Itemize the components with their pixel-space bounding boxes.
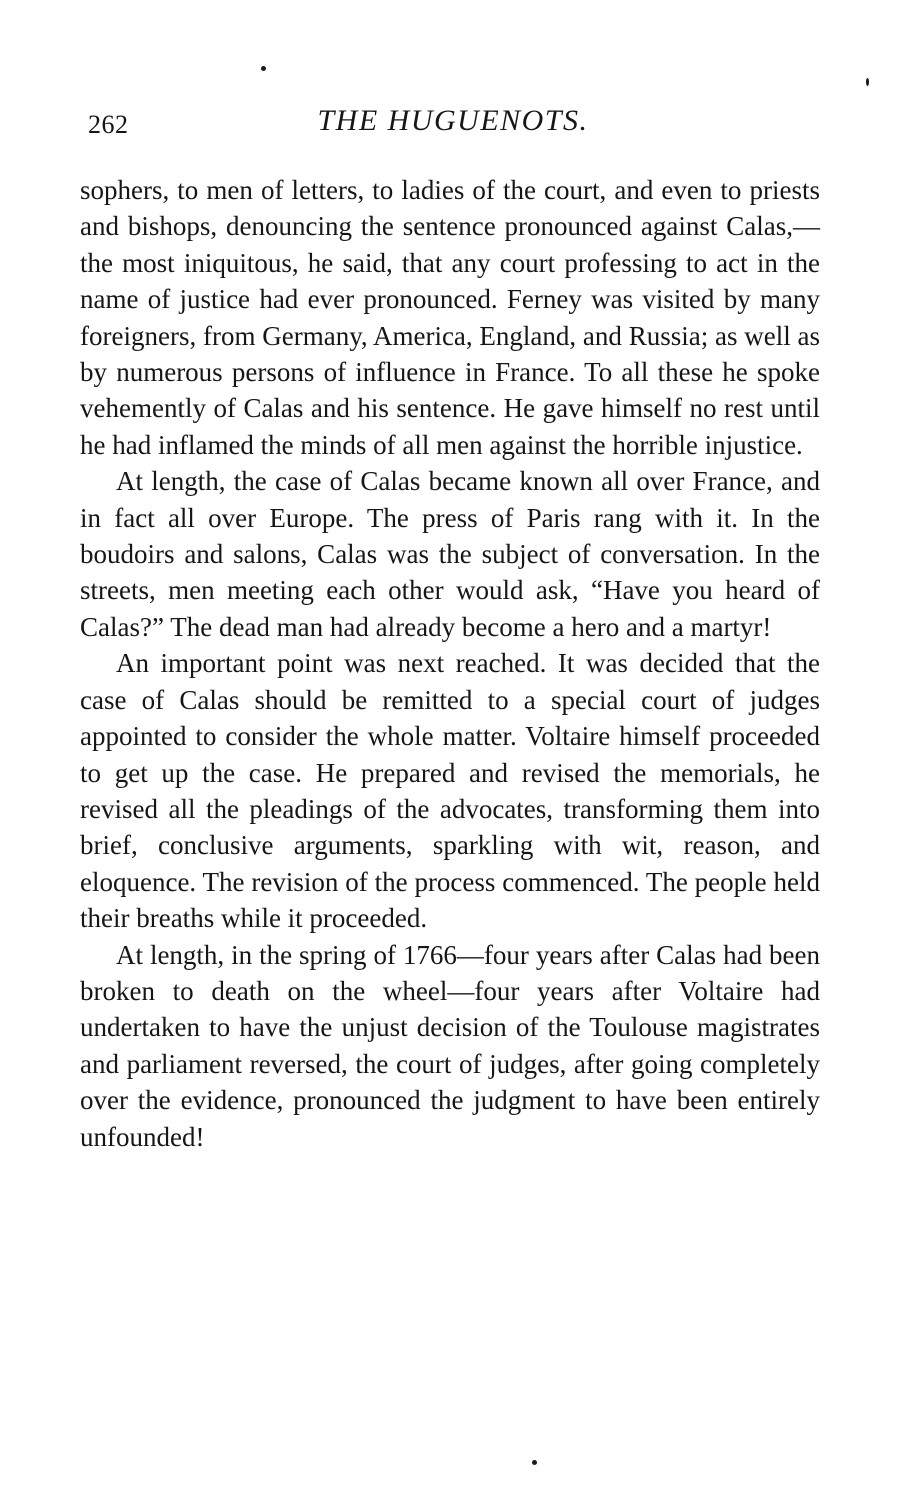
page-number: 262 [88,110,129,139]
ink-speck [532,1460,537,1465]
paragraph: At length, in the spring of 1766—four years after Calas had been broken to death on the wheel—four years after Voltaire had undertaken to have the unjust decision of the Toulouse magistrates and parliament reversed, the court of judges, after going completely over the evidence, pronounced the judgment to have been entirely unfounded! [80,939,820,1152]
running-title: THE HUGUENOTS. [317,104,589,137]
ink-speck [866,78,869,86]
paragraph: An important point was next reached. It was decided that the case of Calas should be remitted to a special court of judges appointed to consider the whole matter. Voltaire himself proceeded to get up the case. He prepared and revised the memorials, he revised all the pleadings of the advocates, transforming them into brief, conclusive arguments, sparkling with wit, reason, and eloquence. The revision of the process commenced. The people held their breaths while it proceeded. [80,648,820,934]
paragraph: At length, the case of Calas became known all over France, and in fact all over Europe. The press of Paris rang with it. In the boudoirs and salons, Calas was the subject of conversation. In the streets, men meeting each other would ask, “Have you heard of Calas?” The dead man had already become a hero and a martyr! [80,466,820,642]
ink-speck [261,66,266,71]
page-header [88,104,818,144]
paragraph: sophers, to men of letters, to ladies of the court, and even to priests and bishops, denouncing the sentence pronounced against Calas,—the most iniquitous, he said, that any court professing to act in the name of justice had ever pronounced. Ferney was visited by many foreigners, from Germany, America, England, and Russia; as well as by numerous persons of influence in France. To all these he spoke vehemently of Calas and his sentence. He gave himself no rest until he had inflamed the minds of all men against the horrible injustice. [80,175,820,460]
body-text [80,172,820,1155]
